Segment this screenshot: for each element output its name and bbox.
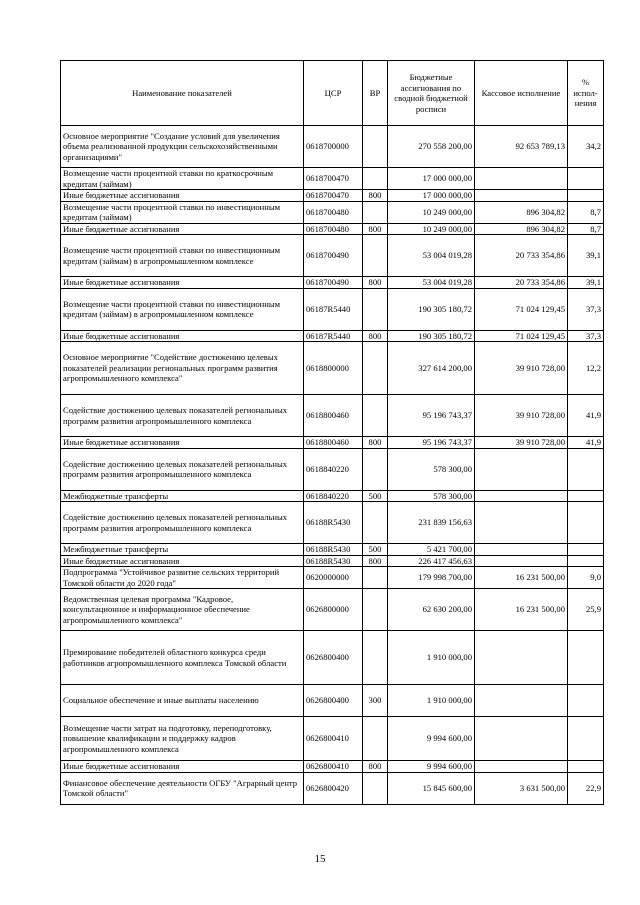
row-csr: 0618700480 <box>304 223 363 235</box>
row-pct: 9,0 <box>568 567 604 589</box>
row-name: Возмещение части затрат на подготовку, переподготовку, повышение квалификации и поддержку кадров агропромышленного комплекса <box>61 717 304 761</box>
row-cash: 20 733 354,86 <box>475 277 568 289</box>
row-pct <box>568 448 604 490</box>
header-cash: Кассовое исполнение <box>475 61 568 126</box>
row-pct: 41,9 <box>568 437 604 449</box>
row-budget: 17 000 000,00 <box>388 190 475 202</box>
row-budget: 1 910 000,00 <box>388 631 475 685</box>
row-cash: 20 733 354,86 <box>475 235 568 277</box>
row-csr: 0618700490 <box>304 235 363 277</box>
table-row <box>61 589 604 631</box>
table-row <box>61 544 604 556</box>
table-row <box>61 502 604 544</box>
row-csr: 06187R5440 <box>304 288 363 330</box>
row-budget: 1 910 000,00 <box>388 685 475 717</box>
row-budget: 9 994 600,00 <box>388 717 475 761</box>
row-name: Возмещение части процентной ставки по краткосрочным кредитам (займам) <box>61 168 304 190</box>
row-csr: 06188R5430 <box>304 502 363 544</box>
table-row <box>61 448 604 490</box>
row-vr: 800 <box>363 223 388 235</box>
table-row <box>61 772 604 804</box>
row-vr <box>363 235 388 277</box>
row-name: Подпрограмма "Устойчивое развитие сельских территорий Томской области до 2020 года" <box>61 567 304 589</box>
row-pct <box>568 168 604 190</box>
row-cash: 896 304,82 <box>475 201 568 223</box>
row-pct <box>568 761 604 773</box>
row-pct: 41,9 <box>568 395 604 437</box>
row-name: Межбюджетные трансферты <box>61 490 304 502</box>
table-row <box>61 190 604 202</box>
row-vr <box>363 168 388 190</box>
table-row <box>61 685 604 717</box>
table-row <box>61 168 604 190</box>
row-name: Премирование победителей областного конкурса среди работников агропромышленного комплекса Томской области <box>61 631 304 685</box>
row-cash: 39 910 728,00 <box>475 342 568 395</box>
table-row <box>61 437 604 449</box>
table-row <box>61 223 604 235</box>
header-name: Наименование показателей <box>61 61 304 126</box>
header-pct: % испол-нения <box>568 61 604 126</box>
row-budget: 231 839 156,63 <box>388 502 475 544</box>
row-cash: 39 910 728,00 <box>475 437 568 449</box>
row-vr <box>363 502 388 544</box>
row-vr: 500 <box>363 490 388 502</box>
row-vr <box>363 772 388 804</box>
row-csr: 0626800400 <box>304 631 363 685</box>
row-cash: 71 024 129,45 <box>475 288 568 330</box>
row-pct <box>568 555 604 567</box>
row-name: Содействие достижению целевых показателей региональных программ развития агропромышленного комплекса <box>61 502 304 544</box>
row-pct <box>568 544 604 556</box>
row-csr: 06188R5430 <box>304 555 363 567</box>
row-csr: 0618700490 <box>304 277 363 289</box>
row-csr: 0626800000 <box>304 589 363 631</box>
table-row <box>61 555 604 567</box>
header-budget: Бюджетные ассигнования по сводной бюджетной росписи <box>388 61 475 126</box>
row-vr <box>363 717 388 761</box>
row-csr: 0618700000 <box>304 126 363 168</box>
row-budget: 62 630 200,00 <box>388 589 475 631</box>
row-name: Финансовое обеспечение деятельности ОГБУ "Аграрный центр Томской области" <box>61 772 304 804</box>
row-pct: 22,9 <box>568 772 604 804</box>
table-row <box>61 330 604 342</box>
budget-page <box>60 60 603 805</box>
row-pct: 25,9 <box>568 589 604 631</box>
row-csr: 0618700470 <box>304 190 363 202</box>
row-name: Социальное обеспечение и иные выплаты населению <box>61 685 304 717</box>
row-pct <box>568 190 604 202</box>
row-name: Иные бюджетные ассигнования <box>61 555 304 567</box>
row-pct <box>568 502 604 544</box>
row-budget: 578 300,00 <box>388 490 475 502</box>
row-cash: 3 631 500,00 <box>475 772 568 804</box>
row-csr: 0618800000 <box>304 342 363 395</box>
row-pct: 12,2 <box>568 342 604 395</box>
row-budget: 226 417 456,63 <box>388 555 475 567</box>
row-cash: 896 304,82 <box>475 223 568 235</box>
row-csr: 06188R5430 <box>304 544 363 556</box>
budget-table <box>60 60 604 805</box>
table-row <box>61 395 604 437</box>
row-pct: 37,3 <box>568 330 604 342</box>
table-row <box>61 761 604 773</box>
row-name: Иные бюджетные ассигнования <box>61 277 304 289</box>
row-budget: 15 845 600,00 <box>388 772 475 804</box>
row-name: Иные бюджетные ассигнования <box>61 330 304 342</box>
row-budget: 17 000 000,00 <box>388 168 475 190</box>
row-budget: 270 558 200,00 <box>388 126 475 168</box>
row-cash <box>475 717 568 761</box>
row-vr: 800 <box>363 761 388 773</box>
row-cash <box>475 631 568 685</box>
row-budget: 5 421 700,00 <box>388 544 475 556</box>
row-cash: 16 231 500,00 <box>475 567 568 589</box>
row-name: Ведомственная целевая программа "Кадровое, консультационное и информационное обеспечение агропромышленного комплекса" <box>61 589 304 631</box>
row-csr: 0626800410 <box>304 761 363 773</box>
row-budget: 190 305 180,72 <box>388 330 475 342</box>
row-vr: 800 <box>363 190 388 202</box>
row-cash <box>475 168 568 190</box>
row-cash <box>475 490 568 502</box>
row-budget: 9 994 600,00 <box>388 761 475 773</box>
row-csr: 0618700470 <box>304 168 363 190</box>
table-row <box>61 490 604 502</box>
row-vr: 500 <box>363 544 388 556</box>
row-csr: 0618700480 <box>304 201 363 223</box>
row-cash: 39 910 728,00 <box>475 395 568 437</box>
row-vr <box>363 342 388 395</box>
row-vr <box>363 201 388 223</box>
row-cash <box>475 761 568 773</box>
row-vr <box>363 448 388 490</box>
row-vr <box>363 589 388 631</box>
row-budget: 95 196 743,37 <box>388 395 475 437</box>
header-csr: ЦСР <box>304 61 363 126</box>
row-budget: 10 249 000,00 <box>388 201 475 223</box>
table-row <box>61 631 604 685</box>
row-cash: 71 024 129,45 <box>475 330 568 342</box>
row-vr <box>363 126 388 168</box>
row-pct: 39,1 <box>568 277 604 289</box>
row-budget: 190 305 180,72 <box>388 288 475 330</box>
row-name: Возмещение части процентной ставки по инвестиционным кредитам (займам) <box>61 201 304 223</box>
row-vr <box>363 288 388 330</box>
row-pct <box>568 685 604 717</box>
row-pct: 39,1 <box>568 235 604 277</box>
row-pct: 8,7 <box>568 223 604 235</box>
row-vr: 800 <box>363 437 388 449</box>
row-name: Иные бюджетные ассигнования <box>61 437 304 449</box>
row-vr <box>363 567 388 589</box>
table-row <box>61 342 604 395</box>
row-vr <box>363 395 388 437</box>
table-header-row <box>61 61 604 126</box>
row-cash: 16 231 500,00 <box>475 589 568 631</box>
row-name: Иные бюджетные ассигнования <box>61 761 304 773</box>
table-body <box>61 126 604 805</box>
row-pct: 37,3 <box>568 288 604 330</box>
row-vr: 800 <box>363 277 388 289</box>
row-pct <box>568 717 604 761</box>
row-budget: 10 249 000,00 <box>388 223 475 235</box>
row-cash <box>475 502 568 544</box>
table-row <box>61 567 604 589</box>
row-name: Возмещение части процентной ставки по инвестиционным кредитам (займам) в агропромышленном комплексе <box>61 288 304 330</box>
row-cash <box>475 685 568 717</box>
row-name: Межбюджетные трансферты <box>61 544 304 556</box>
row-csr: 0618800460 <box>304 395 363 437</box>
table-row <box>61 235 604 277</box>
table-row <box>61 288 604 330</box>
table-row <box>61 126 604 168</box>
row-cash <box>475 190 568 202</box>
row-name: Основное мероприятие "Содействие достижению целевых показателей реализации региональных программ развития агропромышленного комплекса" <box>61 342 304 395</box>
header-vr: ВР <box>363 61 388 126</box>
row-csr: 0618840220 <box>304 490 363 502</box>
row-pct: 34,2 <box>568 126 604 168</box>
row-budget: 578 300,00 <box>388 448 475 490</box>
row-vr: 300 <box>363 685 388 717</box>
row-name: Иные бюджетные ассигнования <box>61 223 304 235</box>
row-vr: 800 <box>363 330 388 342</box>
row-csr: 0618800460 <box>304 437 363 449</box>
row-budget: 327 614 200,00 <box>388 342 475 395</box>
row-budget: 179 998 700,00 <box>388 567 475 589</box>
row-name: Основное мероприятие "Создание условий для увеличения объема реализованной продукции сельскохозяйственными организациями" <box>61 126 304 168</box>
table-row <box>61 277 604 289</box>
row-pct <box>568 631 604 685</box>
row-csr: 0626800400 <box>304 685 363 717</box>
row-pct: 8,7 <box>568 201 604 223</box>
row-budget: 95 196 743,37 <box>388 437 475 449</box>
row-csr: 0626800420 <box>304 772 363 804</box>
row-name: Возмещение части процентной ставки по инвестиционным кредитам (займам) в агропромышленном комплексе <box>61 235 304 277</box>
row-name: Иные бюджетные ассигнования <box>61 190 304 202</box>
row-cash <box>475 448 568 490</box>
row-cash <box>475 544 568 556</box>
row-budget: 53 004 019,28 <box>388 277 475 289</box>
row-csr: 06187R5440 <box>304 330 363 342</box>
row-cash <box>475 555 568 567</box>
row-name: Содействие достижению целевых показателей региональных программ развития агропромышленного комплекса <box>61 395 304 437</box>
row-budget: 53 004 019,28 <box>388 235 475 277</box>
page-number: 15 <box>314 853 326 865</box>
row-vr <box>363 631 388 685</box>
row-pct <box>568 490 604 502</box>
table-row <box>61 201 604 223</box>
row-csr: 0620000000 <box>304 567 363 589</box>
row-csr: 0618840220 <box>304 448 363 490</box>
row-cash: 92 653 789,13 <box>475 126 568 168</box>
table-row <box>61 717 604 761</box>
row-name: Содействие достижению целевых показателей региональных программ развития агропромышленного комплекса <box>61 448 304 490</box>
row-csr: 0626800410 <box>304 717 363 761</box>
row-vr: 800 <box>363 555 388 567</box>
